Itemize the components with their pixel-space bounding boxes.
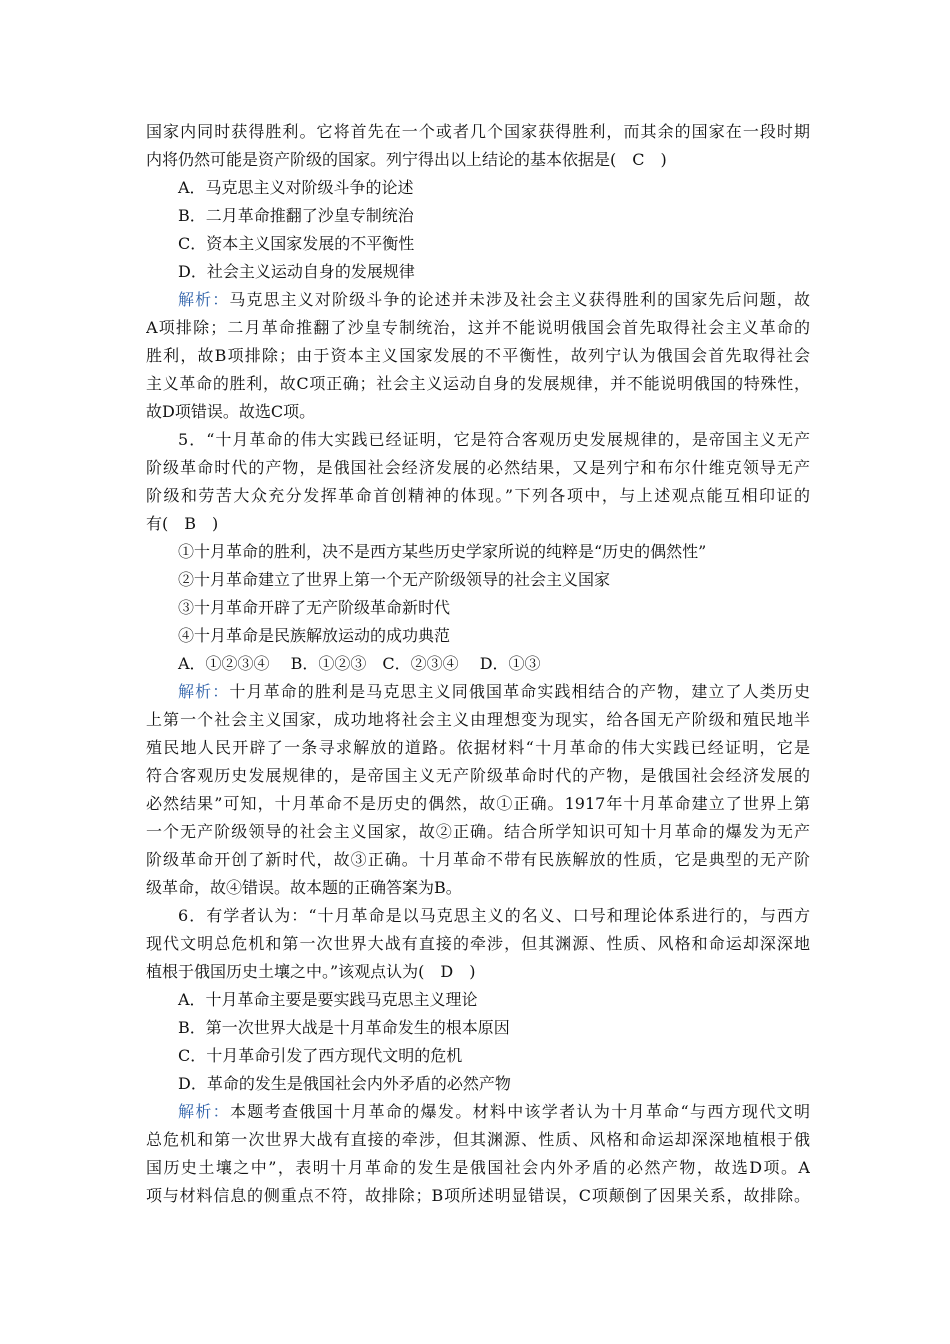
question-5-stem-line: 阶级和劳苦大众充分发挥革命首创精神的体现。”下列各项中，与上述观点能互相印证的 [146,486,810,505]
question-6-analysis-line: 国历史土壤之中”，表明十月革命的发生是俄国社会内外矛盾的必然产物，故选D项。A [146,1158,810,1177]
question-4-option-a: A．马克思主义对阶级斗争的论述 [178,178,414,197]
question-5-analysis-line: 上第一个社会主义国家，成功地将社会主义由理想变为现实，给各国无产阶级和殖民地半 [146,710,810,729]
analysis-label: 解析： [178,1102,230,1121]
question-5-analysis-line [146,678,810,706]
question-6-stem-line: 现代文明总危机和第一次世界大战有直接的牵涉，但其渊源、性质、风格和命运却深深地 [146,934,810,953]
question-4-stem-line: 国家内同时获得胜利。它将首先在一个或者几个国家获得胜利，而其余的国家在一段时期 [146,122,810,141]
question-4-analysis-line [146,286,810,314]
analysis-label: 解析： [178,290,230,309]
analysis-text: 本题考查俄国十月革命的爆发。材料中该学者认为十月革命“与西方现代文明 [229,1102,810,1121]
question-5-analysis-line: 一个无产阶级领导的社会主义国家，故②正确。结合所学知识可知十月革命的爆发为无产 [146,822,810,841]
question-5-item-2: ②十月革命建立了世界上第一个无产阶级领导的社会主义国家 [178,570,611,589]
question-5-item-4: ④十月革命是民族解放运动的成功典范 [178,626,451,645]
analysis-text: 马克思主义对阶级斗争的论述并未涉及社会主义获得胜利的国家先后问题，故 [229,290,810,309]
question-4-analysis-line: 胜利，故B项排除；由于资本主义国家发展的不平衡性，故列宁认为俄国会首先取得社会 [146,346,810,365]
question-5-analysis-line: 符合客观历史发展规律的，是帝国主义无产阶级革命时代的产物，是俄国社会经济发展的 [146,766,810,785]
question-4-analysis-line: A项排除；二月革命推翻了沙皇专制统治，这并不能说明俄国会首先取得社会主义革命的 [146,318,810,337]
question-5-analysis-line: 殖民地人民开辟了一条寻求解放的道路。依据材料“十月革命的伟大实践已经证明，它是 [146,738,810,757]
question-6-option-c: C．十月革命引发了西方现代文明的危机 [178,1046,463,1065]
question-5-stem-line: 5．“十月革命的伟大实践已经证明，它是符合客观历史发展规律的，是帝国主义无产 [178,430,810,449]
question-6-option-d: D．革命的发生是俄国社会内外矛盾的必然产物 [178,1074,511,1093]
question-4-stem-line: 内将仍然可能是资产阶级的国家。列宁得出以上结论的基本依据是( C ) [146,150,667,169]
page-content [146,118,810,1210]
question-4-analysis-line: 故D项错误。故选C项。 [146,402,316,421]
question-4-option-d: D．社会主义运动自身的发展规律 [178,262,415,281]
question-6-option-b: B．第一次世界大战是十月革命发生的根本原因 [178,1018,510,1037]
question-6-stem-line: 6．有学者认为：“十月革命是以马克思主义的名义、口号和理论体系进行的，与西方 [178,906,810,925]
question-6-analysis-line: 总危机和第一次世界大战有直接的牵涉，但其渊源、性质、风格和命运却深深地植根于俄 [146,1130,810,1149]
question-5-stem-line: 阶级革命时代的产物，是俄国社会经济发展的必然结果，又是列宁和布尔什维克领导无产 [146,458,810,477]
question-5-stem-line: 有( B ) [146,514,219,533]
question-6-analysis-line [146,1098,810,1126]
question-5-analysis-line: 必然结果”可知，十月革命不是历史的偶然，故①正确。1917年十月革命建立了世界上第 [146,794,810,813]
question-4-option-b: B．二月革命推翻了沙皇专制统治 [178,206,414,225]
question-5-item-1: ①十月革命的胜利，决不是西方某些历史学家所说的纯粹是“历史的偶然性” [178,542,707,561]
question-4-analysis-line: 主义革命的胜利，故C项正确；社会主义运动自身的发展规律，并不能说明俄国的特殊性， [146,374,810,393]
question-5-options: A．①②③④ B．①②③ C．②③④ D．①③ [178,654,541,673]
question-5-analysis-line: 级革命，故④错误。故本题的正确答案为B。 [146,878,462,897]
question-5-analysis-line: 阶级革命开创了新时代，故③正确。十月革命不带有民族解放的性质，它是典型的无产阶 [146,850,810,869]
question-6-option-a: A．十月革命主要是要实践马克思主义理论 [178,990,478,1009]
question-4-option-c: C．资本主义国家发展的不平衡性 [178,234,415,253]
analysis-text: 十月革命的胜利是马克思主义同俄国革命实践相结合的产物，建立了人类历史 [229,682,810,701]
question-6-analysis-line: 项与材料信息的侧重点不符，故排除；B项所述明显错误，C项颠倒了因果关系，故排除。 [146,1186,810,1205]
question-6-stem-line: 植根于俄国历史土壤之中。”该观点认为( D ) [146,962,476,981]
analysis-label: 解析： [178,682,230,701]
question-5-item-3: ③十月革命开辟了无产阶级革命新时代 [178,598,451,617]
